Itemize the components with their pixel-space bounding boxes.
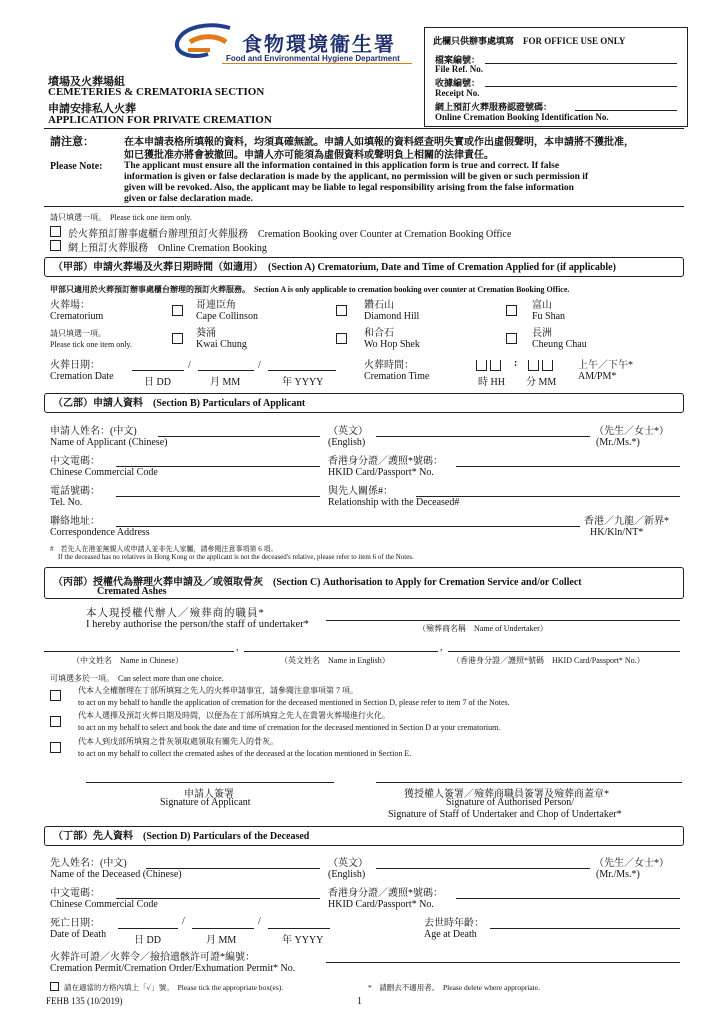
applicant-signature-field[interactable] xyxy=(86,782,334,783)
date-slash-2: / xyxy=(258,360,261,371)
cremation-date-dd-field[interactable] xyxy=(132,370,184,371)
deceased-name-cn-field[interactable] xyxy=(146,868,320,869)
crematorium-diamond-hill-label: 鑽石山 Diamond Hill xyxy=(364,300,420,322)
online-id-label-en: Online Cremation Booking Identification No. xyxy=(435,112,609,122)
deceased-hkid-field[interactable] xyxy=(456,898,680,899)
cremation-date-yyyy-field[interactable] xyxy=(268,370,336,371)
auth-option-2-label: 代本人選擇及預訂火葬日期及時間，以便為在丁部所填寫之先人在貴署火葬場進行火化。 to act on my behalf to select and book the date and time of cremation for the deceased mentioned in Section D at your crematorium. xyxy=(78,711,501,732)
file-ref-label-en: File Ref. No. xyxy=(435,64,483,74)
hkid-caption: （香港身分證／護照*號碼 HKID Card/Passport* No.） xyxy=(452,656,645,665)
auth-option-3-checkbox[interactable] xyxy=(50,742,61,753)
file-ref-field[interactable] xyxy=(485,63,677,64)
time-mm-digit-1[interactable] xyxy=(528,360,539,371)
death-yyyy-field[interactable] xyxy=(268,928,330,929)
crematorium-kwai-chung-label: 葵涌 Kwai Chung xyxy=(196,328,247,350)
date-of-death-label: 死亡日期： Date of Death xyxy=(50,918,107,940)
death-mm-field[interactable] xyxy=(192,928,254,929)
section-a-note: 甲部只適用於火葬預訂辦事處櫃台辦理的預訂火葬服務。 Section A is only applicable to cremation booking over counter at Cremation Booking Office. xyxy=(50,285,570,294)
online-id-label-cn: 網上預訂火葬服務認證號碼： xyxy=(435,102,553,112)
comma-2: , xyxy=(440,642,443,653)
notice-text-en-4: given or false declaration made. xyxy=(124,194,253,204)
time-mm-digit-2[interactable] xyxy=(542,360,553,371)
permit-field[interactable] xyxy=(326,962,680,963)
undertaker-name-caption: （殮葬商名稱 Name of Undertaker） xyxy=(418,624,548,633)
date-dd-label: 日 DD xyxy=(144,377,171,388)
logo-underline xyxy=(222,63,412,64)
relationship-field[interactable] xyxy=(416,496,680,497)
death-slash-2: / xyxy=(258,916,261,927)
cremation-date-label: 火葬日期： Cremation Date xyxy=(50,360,114,382)
notice-text-cn-1: 在本申請表格所填報的資料，均須真確無訛。申請人如填報的資料經查明失實或作出虛假聲明，本申請將不獲批准， xyxy=(124,137,634,148)
address-label: 聯絡地址： Correspondence Address xyxy=(50,516,150,538)
authorised-signature-field[interactable] xyxy=(376,782,682,783)
notice-text-en-3: given will be revoked. Also, the applicant may be liable to legal responsibility arising from the false information xyxy=(124,183,574,193)
form-title-cn: 申請安排私人火葬 xyxy=(48,103,136,115)
comma-1: , xyxy=(236,642,239,653)
deceased-hkid-label: 香港身分證／護照*號碼： HKID Card/Passport* No. xyxy=(328,888,443,910)
crematorium-wo-hop-shek-label: 和合石 Wo Hop Shek xyxy=(364,328,420,350)
death-yyyy-label: 年 YYYY xyxy=(282,935,324,946)
notice-rule-bottom xyxy=(44,206,684,207)
crematorium-cape-collinson-checkbox[interactable] xyxy=(172,305,183,316)
applicant-signature-label-cn: 申請人簽署 xyxy=(184,789,234,800)
applicant-english-label: （英文） (English) xyxy=(328,426,368,448)
notice-text-en-1: The applicant must ensure all the information contained in this application form is true and correct. If false xyxy=(124,161,560,171)
region-label[interactable]: 香港／九龍／新界* HK/Kln/NT* xyxy=(584,516,669,538)
dept-name-en: Food and Environmental Hygiene Department xyxy=(226,54,400,63)
tick-note: 請在適當的方格內填上「✓」號。 Please tick the appropriate box(es). xyxy=(64,983,284,992)
applicant-hkid-label: 香港身分證／護照*號碼： HKID Card/Passport* No. xyxy=(328,456,443,478)
applicant-ccc-label: 中文電碼： Chinese Commercial Code xyxy=(50,456,158,478)
crematorium-fu-shan-checkbox[interactable] xyxy=(506,305,517,316)
crematorium-fu-shan-label: 富山 Fu Shan xyxy=(532,300,566,322)
undertaker-name-field[interactable] xyxy=(326,620,680,621)
counter-booking-checkbox[interactable] xyxy=(50,226,61,237)
notice-label-cn: 請注意： xyxy=(50,136,94,148)
page-number: 1 xyxy=(357,996,362,1007)
form-number: FEHB 135 (10/2019) xyxy=(46,996,123,1006)
authorised-signature-label-en2: Signature of Staff of Undertaker and Chop of Undertaker* xyxy=(388,809,622,820)
section-b-header: （乙部）申請人資料 (Section B) Particulars of Applicant xyxy=(44,393,684,413)
time-hh-digit-1[interactable] xyxy=(476,360,487,371)
crematorium-label: 火葬場： Crematorium xyxy=(50,300,104,322)
file-ref-label-cn: 檔案編號： xyxy=(435,55,481,65)
crematorium-kwai-chung-checkbox[interactable] xyxy=(172,333,183,344)
authorised-signature-label-cn: 獲授權人簽署／殮葬商職員簽署及殮葬商蓋章* xyxy=(404,789,609,800)
counter-booking-label: 於火葬預訂辦事處櫃台辦理預訂火葬服務 Cremation Booking over Counter at Cremation Booking Office xyxy=(68,229,512,240)
notice-text-en-2: information is given or false declaration is made by the applicant, no permission will be given or such permission if xyxy=(124,172,589,182)
tick-one-label: 請只填選一項。 Please tick one item only. xyxy=(50,329,132,349)
notice-label-en: Please Note: xyxy=(50,161,103,172)
applicant-name-cn-field[interactable] xyxy=(158,436,320,437)
form-title-en: APPLICATION FOR PRIVATE CREMATION xyxy=(48,114,272,126)
delete-note: * 請刪去不適用者。 Please delete where appropriate. xyxy=(368,983,541,992)
time-hh-digit-2[interactable] xyxy=(490,360,501,371)
auth-option-1-label: 代本人全權辦理在丁部所填寫之先人的火葬申請事宜，請參閱注意事項第 7 項。 to act on my behalf to handle the application of cremation for the deceased mentioned in Section D, please refer to item 7 of the Notes. xyxy=(78,686,510,707)
name-chinese-caption: （中文姓名 Name in Chinese） xyxy=(72,656,184,665)
applicant-name-cn-label: 申請人姓名：(中文) Name of Applicant (Chinese) xyxy=(50,426,168,448)
time-hh-label: 時 HH xyxy=(478,377,505,388)
auth-option-2-checkbox[interactable] xyxy=(50,716,61,727)
age-at-death-label: 去世時年齡： Age at Death xyxy=(424,918,484,940)
applicant-hkid-field[interactable] xyxy=(456,466,680,467)
receipt-label-en: Receipt No. xyxy=(435,88,480,98)
death-mm-label: 月 MM xyxy=(206,935,237,946)
authorised-signature-label-en1: Signature of Authorised Person/ xyxy=(446,797,575,808)
crematorium-cape-collinson-label: 哥連臣角 Cape Collinson xyxy=(196,300,258,322)
deceased-ccc-field[interactable] xyxy=(116,898,320,899)
applicant-title-label[interactable]: （先生／女士*） (Mr./Ms.*) xyxy=(594,426,669,448)
deceased-name-cn-label: 先人姓名：(中文) Name of the Deceased (Chinese) xyxy=(50,858,182,880)
section-name-cn: 墳場及火葬場組 xyxy=(48,76,125,88)
applicant-tel-field[interactable] xyxy=(116,496,320,497)
date-slash-1: / xyxy=(188,360,191,371)
death-slash-1: / xyxy=(182,916,185,927)
section-b-footnote-en: If the deceased has no relatives in Hong Kong or the applicant is not the deceased's relative, please refer to item 6 of the Notes. xyxy=(58,553,414,561)
deceased-english-label: （英文） (English) xyxy=(328,858,368,880)
date-yyyy-label: 年 YYYY xyxy=(282,377,324,388)
notice-text-cn-2: 如已獲批准亦將會被撤回。申請人亦可能須為虛假資料或聲明負上相關的法律責任。 xyxy=(124,150,494,161)
deceased-name-en-field[interactable] xyxy=(376,868,590,869)
online-booking-checkbox[interactable] xyxy=(50,240,61,251)
online-booking-label: 網上預訂火葬服務 Online Cremation Booking xyxy=(68,243,267,254)
dept-name-cn: 食物環境衞生署 xyxy=(242,34,396,56)
age-at-death-field[interactable] xyxy=(490,928,680,929)
section-d-header: （丁部）先人資料 (Section D) Particulars of the Deceased xyxy=(44,826,684,846)
auth-hkid-field[interactable] xyxy=(448,651,680,652)
office-use-box xyxy=(424,27,688,127)
footer-tick-box-icon xyxy=(50,982,59,991)
notice-rule xyxy=(44,128,684,129)
death-dd-field[interactable] xyxy=(118,928,178,929)
date-mm-label: 月 MM xyxy=(210,377,241,388)
applicant-name-en-field[interactable] xyxy=(376,436,590,437)
auth-option-3-label: 代本人到戊部所填寫之骨灰領取處領取有關先人的骨灰。 to act on my behalf to collect the cremated ashes of the deceased at the location mentioned in Section E. xyxy=(78,737,412,758)
section-c-header: （丙部）授權代為辦理火葬申請及／或領取骨灰 (Section C) Authorisation to Apply for Cremation Service and/or Collect Cremated Ashes xyxy=(44,567,684,599)
receipt-label-cn: 收據編號： xyxy=(435,78,481,88)
choice-note: 可填選多於一項。 Can select more than one choice. xyxy=(50,674,224,683)
crematorium-wo-hop-shek-checkbox[interactable] xyxy=(336,333,347,344)
deceased-ccc-label: 中文電碼： Chinese Commercial Code xyxy=(50,888,158,910)
office-box-title: 此欄只供辦事處填寫 FOR OFFICE USE ONLY xyxy=(433,36,626,46)
time-mm-label: 分 MM xyxy=(526,377,557,388)
crematorium-diamond-hill-checkbox[interactable] xyxy=(336,305,347,316)
online-id-field[interactable] xyxy=(575,110,677,111)
time-colon: : xyxy=(514,358,518,369)
booking-instruction: 請只填選一項。 Please tick one item only. xyxy=(50,213,192,222)
auth-option-1-checkbox[interactable] xyxy=(50,690,61,701)
ampm-label[interactable]: 上午／下午* AM/PM* xyxy=(578,360,633,382)
death-dd-label: 日 DD xyxy=(134,935,161,946)
cremation-time-label: 火葬時間： Cremation Time xyxy=(364,360,430,382)
relationship-label: 與先人關係#： Relationship with the Deceased# xyxy=(328,486,460,508)
authorise-label: 本人現授權代辦人／殮葬商的職員* I hereby authorise the person/the staff of undertaker* xyxy=(86,608,309,630)
deceased-title-label[interactable]: （先生／女士*） (Mr./Ms.*) xyxy=(594,858,669,880)
crematorium-cheung-chau-label: 長洲 Cheung Chau xyxy=(532,328,587,350)
cremation-date-mm-field[interactable] xyxy=(198,370,254,371)
crematorium-cheung-chau-checkbox[interactable] xyxy=(506,333,517,344)
auth-name-english-field[interactable] xyxy=(244,651,438,652)
applicant-tel-label: 電話號碼： Tel. No. xyxy=(50,486,100,508)
applicant-ccc-field[interactable] xyxy=(116,466,320,467)
section-b-footnote-cn: # 若先人在港並無親人或申請人並非先人家屬，請參閱注意事項第 6 項。 xyxy=(50,545,278,553)
name-english-caption: （英文姓名 Name in English） xyxy=(280,656,390,665)
section-name-en: CEMETERIES & CREMATORIA SECTION xyxy=(48,86,265,98)
section-a-header: （甲部）申請火葬場及火葬日期時間（如適用） (Section A) Crematorium, Date and Time of Cremation Applied for (if applicable) xyxy=(44,257,684,277)
address-field[interactable] xyxy=(116,526,580,527)
applicant-signature-label-en: Signature of Applicant xyxy=(160,797,251,808)
auth-name-chinese-field[interactable] xyxy=(44,651,234,652)
receipt-field[interactable] xyxy=(485,86,677,87)
permit-label: 火葬許可證／火葬令／撿拾遺骸許可證*編號： Cremation Permit/Cremation Order/Exhumation Permit* No. xyxy=(50,952,296,974)
